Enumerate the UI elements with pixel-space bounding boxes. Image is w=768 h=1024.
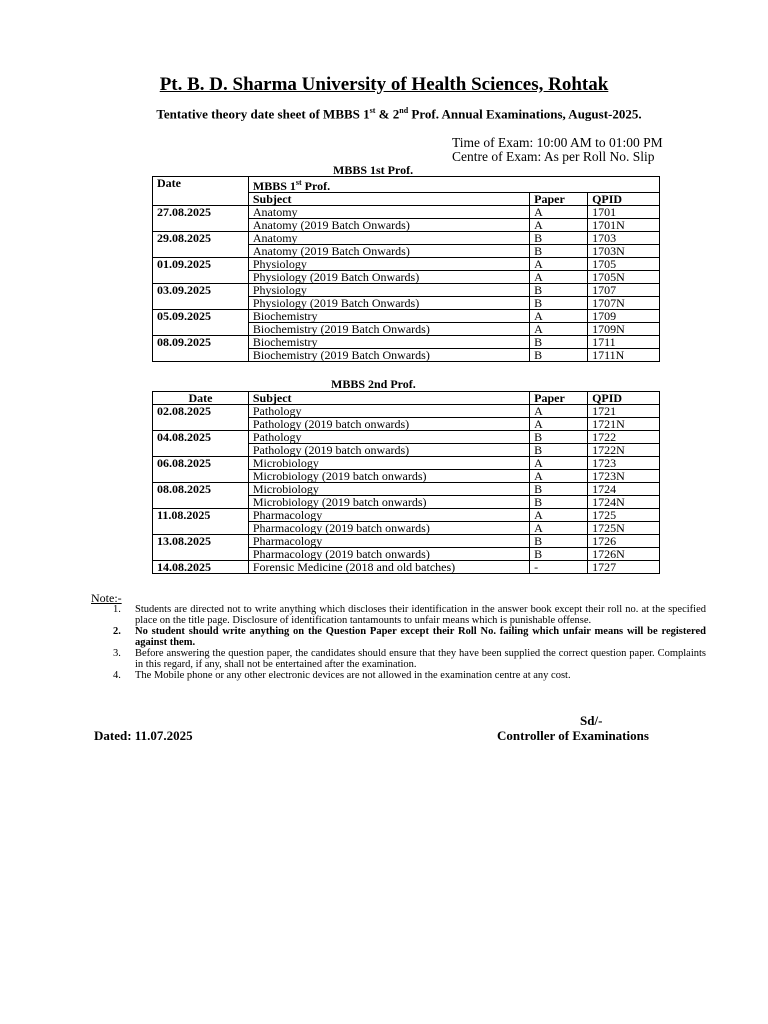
cell-paper: B — [530, 297, 588, 310]
table-row — [153, 310, 660, 323]
note-text: The Mobile phone or any other electronic devices are not allowed in the examination centre at any cost. — [135, 670, 571, 681]
table-row — [153, 561, 660, 574]
header-qpid: QPID — [588, 193, 660, 206]
note-text: Before answering the question paper, the candidates should ensure that they have been supplied the correct question paper. Complaints in this regard, if any, shall not be entertained after the examination. — [135, 648, 706, 670]
cell-paper: B — [530, 535, 588, 548]
header-qpid: QPID — [588, 392, 660, 405]
cell-qpid: 1726 — [588, 535, 660, 548]
cell-paper: B — [530, 245, 588, 258]
signature: Sd/- — [580, 713, 603, 728]
cell-subject: Biochemistry — [248, 336, 529, 349]
cell-qpid: 1726N — [588, 548, 660, 561]
exam-date: 01.09.2025 — [153, 258, 249, 284]
cell-subject: Pathology — [248, 431, 529, 444]
cell-qpid: 1711 — [588, 336, 660, 349]
cell-qpid: 1705N — [588, 271, 660, 284]
cell-qpid: 1703 — [588, 232, 660, 245]
header-paper: Paper — [530, 392, 588, 405]
university-title: Pt. B. D. Sharma University of Health Sciences, Rohtak — [159, 74, 609, 95]
cell-subject: Pharmacology — [248, 535, 529, 548]
cell-subject: Anatomy — [248, 232, 529, 245]
cell-paper: A — [530, 470, 588, 483]
cell-qpid: 1709N — [588, 323, 660, 336]
table-row — [153, 232, 660, 245]
cell-paper: B — [530, 232, 588, 245]
note-text: Students are directed not to write anything which discloses their identification in the answer book except their roll no. at the specified place on the title page. Disclosure of identification tantamounts to unfair means which is punishable offense. — [135, 604, 706, 626]
cell-paper: A — [530, 457, 588, 470]
exam-date: 06.08.2025 — [153, 457, 249, 483]
cell-subject: Microbiology (2019 batch onwards) — [248, 470, 529, 483]
signatory: Controller of Examinations — [497, 728, 649, 743]
cell-subject: Biochemistry (2019 Batch Onwards) — [248, 349, 529, 362]
cell-subject: Biochemistry — [248, 310, 529, 323]
note-item — [113, 648, 706, 670]
cell-qpid: 1725 — [588, 509, 660, 522]
table-row — [153, 509, 660, 522]
table-row — [153, 206, 660, 219]
header-group: MBBS 1st Prof. — [248, 177, 659, 193]
cell-paper: B — [530, 483, 588, 496]
exam-date: 27.08.2025 — [153, 206, 249, 232]
cell-subject: Microbiology — [248, 483, 529, 496]
cell-paper: A — [530, 418, 588, 431]
table-row — [153, 483, 660, 496]
cell-subject: Anatomy (2019 Batch Onwards) — [248, 219, 529, 232]
cell-paper: A — [530, 323, 588, 336]
exam-date: 29.08.2025 — [153, 232, 249, 258]
header-paper: Paper — [530, 193, 588, 206]
header-subject: Subject — [248, 193, 529, 206]
table-row — [153, 284, 660, 297]
cell-subject: Pathology — [248, 405, 529, 418]
note-number: 4. — [113, 670, 121, 681]
first-prof-caption: MBBS 1st Prof. — [333, 163, 414, 177]
exam-date: 08.08.2025 — [153, 483, 249, 509]
cell-subject: Pharmacology (2019 batch onwards) — [248, 548, 529, 561]
table-row — [153, 336, 660, 349]
header-subject: Subject — [248, 392, 529, 405]
note-number: 2. — [113, 626, 121, 637]
cell-subject: Pathology (2019 batch onwards) — [248, 418, 529, 431]
cell-qpid: 1722 — [588, 431, 660, 444]
note-text: No student should write anything on the Question Paper except their Roll No. failing which unfair means will be registered against them. — [135, 626, 706, 648]
cell-paper: A — [530, 219, 588, 232]
header-date: Date — [153, 177, 249, 206]
cell-qpid: 1724N — [588, 496, 660, 509]
cell-paper: - — [530, 561, 588, 574]
cell-qpid: 1727 — [588, 561, 660, 574]
cell-subject: Physiology — [248, 284, 529, 297]
cell-qpid: 1721N — [588, 418, 660, 431]
cell-qpid: 1711N — [588, 349, 660, 362]
table-row — [153, 258, 660, 271]
second-prof-table — [152, 391, 660, 574]
cell-subject: Biochemistry (2019 Batch Onwards) — [248, 323, 529, 336]
cell-paper: B — [530, 431, 588, 444]
cell-paper: A — [530, 522, 588, 535]
cell-subject: Physiology (2019 Batch Onwards) — [248, 271, 529, 284]
exam-date: 11.08.2025 — [153, 509, 249, 535]
note-item — [113, 670, 706, 681]
cell-qpid: 1722N — [588, 444, 660, 457]
cell-paper: A — [530, 271, 588, 284]
cell-qpid: 1707N — [588, 297, 660, 310]
exam-date: 04.08.2025 — [153, 431, 249, 457]
second-prof-caption: MBBS 2nd Prof. — [331, 377, 416, 391]
exam-date: 13.08.2025 — [153, 535, 249, 561]
cell-paper: B — [530, 548, 588, 561]
table-row — [153, 535, 660, 548]
cell-subject: Pharmacology (2019 batch onwards) — [248, 522, 529, 535]
cell-subject: Physiology — [248, 258, 529, 271]
exam-date: 08.09.2025 — [153, 336, 249, 362]
note-item — [113, 626, 706, 648]
exam-date: 03.09.2025 — [153, 284, 249, 310]
cell-qpid: 1721 — [588, 405, 660, 418]
date-sheet-subtitle: Tentative theory date sheet of MBBS 1st & 2nd Prof. Annual Examinations, August-2025. — [156, 106, 642, 122]
cell-paper: B — [530, 284, 588, 297]
cell-subject: Forensic Medicine (2018 and old batches) — [248, 561, 529, 574]
exam-date: 05.09.2025 — [153, 310, 249, 336]
cell-paper: B — [530, 336, 588, 349]
cell-qpid: 1707 — [588, 284, 660, 297]
cell-qpid: 1723N — [588, 470, 660, 483]
note-number: 3. — [113, 648, 121, 659]
cell-paper: B — [530, 444, 588, 457]
cell-subject: Physiology (2019 Batch Onwards) — [248, 297, 529, 310]
table-row — [153, 457, 660, 470]
cell-qpid: 1703N — [588, 245, 660, 258]
cell-subject: Pharmacology — [248, 509, 529, 522]
cell-paper: A — [530, 206, 588, 219]
exam-centre: Centre of Exam: As per Roll No. Slip — [452, 149, 655, 164]
notes-label: Note:- — [91, 591, 122, 605]
issue-date: Dated: 11.07.2025 — [94, 728, 193, 743]
cell-subject: Pathology (2019 batch onwards) — [248, 444, 529, 457]
cell-qpid: 1705 — [588, 258, 660, 271]
cell-paper: A — [530, 310, 588, 323]
cell-qpid: 1724 — [588, 483, 660, 496]
first-prof-table — [152, 176, 660, 362]
cell-qpid: 1701 — [588, 206, 660, 219]
cell-qpid: 1709 — [588, 310, 660, 323]
cell-subject: Anatomy (2019 Batch Onwards) — [248, 245, 529, 258]
cell-paper: A — [530, 509, 588, 522]
cell-subject: Anatomy — [248, 206, 529, 219]
header-date: Date — [153, 392, 249, 405]
cell-paper: A — [530, 405, 588, 418]
cell-subject: Microbiology (2019 batch onwards) — [248, 496, 529, 509]
exam-date: 14.08.2025 — [153, 561, 249, 574]
exam-time: Time of Exam: 10:00 AM to 01:00 PM — [452, 135, 663, 150]
notes-list — [113, 604, 706, 681]
cell-qpid: 1701N — [588, 219, 660, 232]
exam-date: 02.08.2025 — [153, 405, 249, 431]
note-item — [113, 604, 706, 626]
table-row — [153, 405, 660, 418]
cell-paper: B — [530, 349, 588, 362]
cell-paper: B — [530, 496, 588, 509]
cell-subject: Microbiology — [248, 457, 529, 470]
note-number: 1. — [113, 604, 121, 615]
cell-qpid: 1725N — [588, 522, 660, 535]
cell-qpid: 1723 — [588, 457, 660, 470]
table-row — [153, 431, 660, 444]
cell-paper: A — [530, 258, 588, 271]
